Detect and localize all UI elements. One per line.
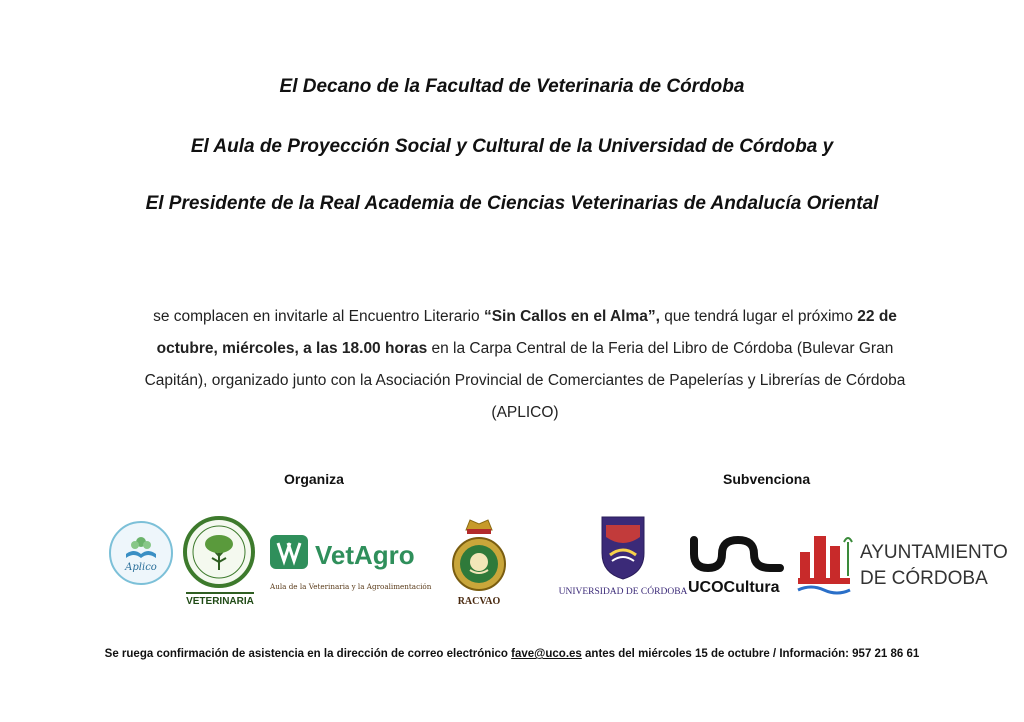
heading-decano: El Decano de la Facultad de Veterinaria de Córdoba [279, 76, 745, 97]
aplico-logo [108, 520, 174, 586]
veterinaria-logo-text: VETERINARIA [186, 596, 254, 607]
heading-presidente: El Presidente de la Real Academia de Ciencias Veterinarias de Andalucía Oriental [145, 193, 879, 214]
invitation-text-3: en la Carpa Central de la Feria del Libro de Córdoba (Bulevar Gran Capitán), organizado junto con la Asociación Provincial de Comerciantes de Papelerías y Librerías de Córdoba (APLICO) [144, 340, 906, 421]
event-date: 22 de octubre, miércoles, a las 18.00 horas [156, 308, 897, 357]
invitation-text-1: se complacen en invitarle al Encuentro Literario [153, 308, 484, 325]
racvao-logo [446, 512, 512, 610]
ayuntamiento-line1: AYUNTAMIENTO [860, 542, 1008, 563]
footer-text-2: antes del miércoles 15 de octubre / Información: 957 21 86 61 [581, 648, 920, 660]
uco-logo-text: UNIVERSIDAD DE CÓRDOBA [558, 587, 688, 597]
invitation-paragraph [130, 301, 920, 429]
veterinaria-logo [182, 516, 258, 612]
vetagro-subtitle: Aula de la Veterinaria y la Agroalimentación [270, 582, 432, 591]
contact-email-link[interactable]: fave@uco.es [511, 648, 582, 660]
ayuntamiento-logo [794, 528, 1008, 602]
vetagro-logo [268, 533, 434, 595]
heading-aula: El Aula de Proyección Social y Cultural de la Universidad de Córdoba y [190, 136, 834, 157]
ucocultura-logo [686, 530, 786, 596]
ucocultura-text: UCOCultura [688, 579, 780, 596]
footer-note [0, 648, 1024, 660]
uco-logo [558, 515, 688, 599]
vetagro-brand: VetAgro [315, 540, 415, 570]
footer-text-1: Se ruega confirmación de asistencia en la dirección de correo electrónico [104, 648, 512, 660]
invitation-text-2: que tendrá lugar el próximo [659, 308, 858, 325]
event-title: “Sin Callos en el Alma”, [483, 308, 660, 325]
subvenciona-label: Subvenciona [723, 471, 811, 487]
ayuntamiento-line2: DE CÓRDOBA [860, 568, 988, 589]
aplico-logo-text: Aplico [125, 562, 157, 573]
racvao-text: RACVAO [457, 596, 501, 607]
organiza-label: Organiza [284, 471, 344, 487]
